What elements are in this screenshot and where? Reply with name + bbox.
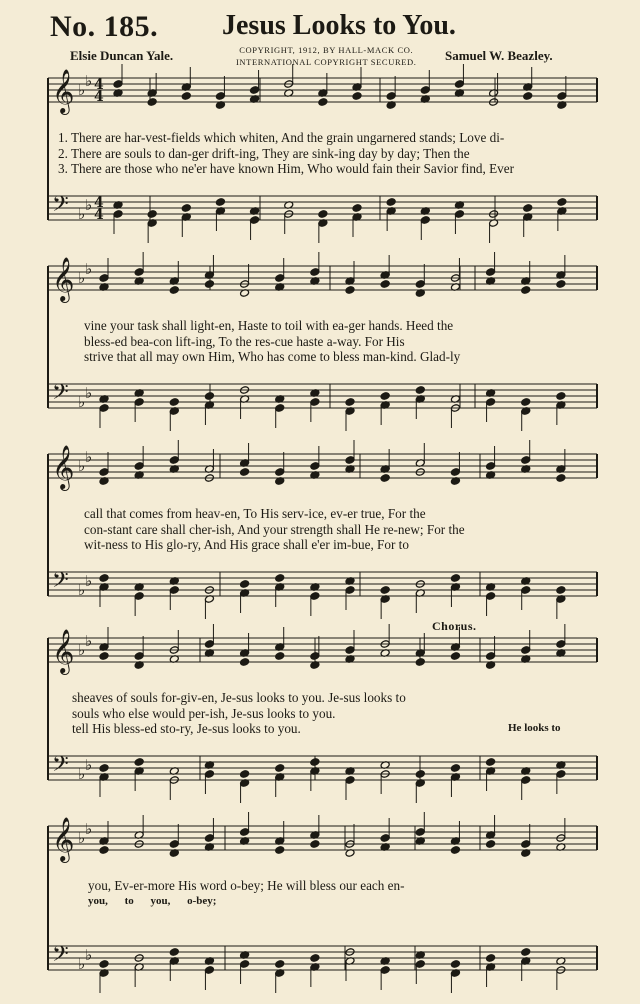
note-head xyxy=(415,658,425,667)
chorus-label: Chorus. xyxy=(432,619,477,633)
note-head xyxy=(310,954,320,963)
note-head xyxy=(556,640,566,649)
flat-sign: ♭ xyxy=(78,765,86,783)
note-head xyxy=(99,404,109,413)
note-head xyxy=(310,398,320,407)
note-head xyxy=(318,210,328,219)
note-head xyxy=(99,846,109,855)
note-head xyxy=(556,392,566,401)
lyric-line: call that comes from heav-en, To His serv-ice, ev-er true, For the xyxy=(84,506,426,521)
flat-sign: ♭ xyxy=(78,205,86,223)
note-head xyxy=(99,764,109,773)
note-head xyxy=(318,98,328,107)
note-head xyxy=(521,286,531,295)
bass-clef: 𝄢 xyxy=(52,380,69,410)
note-head xyxy=(352,204,362,213)
note-head xyxy=(450,764,460,773)
note-head xyxy=(169,948,179,957)
treble-clef: 𝄞 xyxy=(52,817,75,861)
note-head xyxy=(352,92,362,101)
note-head xyxy=(380,392,390,401)
lyric-line: tell His bless-ed sto-ry, Je-sus looks to you. xyxy=(72,721,301,736)
note-head xyxy=(486,954,496,963)
note-head xyxy=(275,274,285,283)
note-head xyxy=(556,280,566,289)
flat-sign: ♭ xyxy=(78,457,86,475)
note-head xyxy=(240,468,250,477)
composer-credit: Samuel W. Beazley. xyxy=(445,48,553,63)
lyric-line: 3. There are those who ne'er have known Him, Who would fain their Savior find, Ever xyxy=(58,161,514,176)
note-head xyxy=(134,268,144,277)
flat-sign: ♭ xyxy=(85,946,93,964)
note-head xyxy=(99,274,109,283)
note-head xyxy=(486,758,496,767)
lyric-line: con-stant care shall cher-ish, And your strength shall He re-new; For the xyxy=(84,522,465,537)
note-head xyxy=(113,80,123,89)
bass-clef: 𝄢 xyxy=(52,568,69,598)
note-head xyxy=(450,574,460,583)
copyright-line: COPYRIGHT, 1912, BY HALL-MACK CO. xyxy=(239,45,414,55)
note-head xyxy=(521,398,531,407)
note-head xyxy=(486,268,496,277)
lyric-line: strive that all may own Him, Who has come to bless man-kind. Glad-ly xyxy=(84,349,461,364)
flat-sign: ♭ xyxy=(78,393,86,411)
note-head xyxy=(204,280,214,289)
lyric-line: 2. There are souls to dan-ger drift-ing, They are sink-ing day by day; Then the xyxy=(58,146,470,161)
flat-sign: ♭ xyxy=(85,756,93,774)
note-head xyxy=(345,776,355,785)
note-head xyxy=(310,268,320,277)
note-head xyxy=(486,840,496,849)
flat-sign: ♭ xyxy=(78,641,86,659)
lyric-line: souls who else would per-ish, Je-sus looks to you. xyxy=(72,706,336,721)
flat-sign: ♭ xyxy=(85,196,93,214)
note-head xyxy=(310,462,320,471)
note-head xyxy=(523,204,533,213)
note-head xyxy=(275,574,285,583)
note-head xyxy=(486,462,496,471)
note-head xyxy=(204,966,214,975)
note-head xyxy=(134,462,144,471)
note-head xyxy=(99,652,109,661)
hymn-title: Jesus Looks to You. xyxy=(222,10,456,41)
bass-cue-text: you, to you, o-bey; xyxy=(88,895,217,907)
note-head xyxy=(275,652,285,661)
note-head xyxy=(204,640,214,649)
note-head xyxy=(557,92,567,101)
time-signature-digit: 4 xyxy=(94,207,104,223)
note-head xyxy=(345,456,355,465)
note-head xyxy=(310,840,320,849)
note-head xyxy=(450,468,460,477)
note-head xyxy=(521,586,531,595)
flat-sign: ♭ xyxy=(85,820,93,838)
lyric-line: wit-ness to His glo-ry, And His grace shall e'er im-bue, For to xyxy=(84,537,409,552)
note-head xyxy=(240,658,250,667)
note-head xyxy=(415,280,425,289)
copyright-line: INTERNATIONAL COPYRIGHT SECURED. xyxy=(236,57,417,67)
note-head xyxy=(215,92,225,101)
treble-clef: 𝄞 xyxy=(52,69,75,113)
note-head xyxy=(415,770,425,779)
lyricist-credit: Elsie Duncan Yale. xyxy=(70,48,174,63)
note-head xyxy=(181,92,191,101)
note-head xyxy=(240,960,250,969)
note-head xyxy=(240,580,250,589)
note-head xyxy=(415,828,425,837)
note-head xyxy=(275,960,285,969)
note-head xyxy=(521,456,531,465)
treble-clef: 𝄞 xyxy=(52,445,75,489)
note-head xyxy=(134,758,144,767)
lyric-line: 1. There are har-vest-fields which whiten, And the grain ungarnered stands; Love di- xyxy=(58,130,505,145)
note-head xyxy=(345,286,355,295)
note-head xyxy=(215,198,225,207)
note-head xyxy=(169,286,179,295)
note-head xyxy=(345,398,355,407)
bass-cue-text: He looks to xyxy=(508,722,561,734)
note-head xyxy=(380,280,390,289)
note-head xyxy=(450,846,460,855)
note-head xyxy=(99,960,109,969)
note-head xyxy=(310,592,320,601)
note-head xyxy=(380,586,390,595)
flat-sign: ♭ xyxy=(78,955,86,973)
note-head xyxy=(204,770,214,779)
treble-clef: 𝄞 xyxy=(52,629,75,673)
flat-sign: ♭ xyxy=(85,632,93,650)
note-head xyxy=(521,840,531,849)
note-head xyxy=(240,828,250,837)
note-head xyxy=(420,86,430,95)
note-head xyxy=(113,210,123,219)
bass-clef: 𝄢 xyxy=(52,192,69,222)
note-head xyxy=(204,392,214,401)
note-head xyxy=(310,758,320,767)
note-head xyxy=(240,770,250,779)
note-head xyxy=(556,770,566,779)
note-head xyxy=(310,652,320,661)
note-head xyxy=(521,776,531,785)
note-head xyxy=(486,592,496,601)
time-signature-digit: 4 xyxy=(94,89,104,105)
note-head xyxy=(169,398,179,407)
note-head xyxy=(134,592,144,601)
note-head xyxy=(557,198,567,207)
note-head xyxy=(169,456,179,465)
note-head xyxy=(275,468,285,477)
note-head xyxy=(380,474,390,483)
time-signature-digit: 4 xyxy=(94,77,104,93)
note-head xyxy=(181,204,191,213)
lyric-line: sheaves of souls for-giv-en, Je-sus looks to you. Je-sus looks to xyxy=(72,690,406,705)
note-head xyxy=(415,960,425,969)
bass-clef: 𝄢 xyxy=(52,752,69,782)
lyric-line: vine your task shall light-en, Haste to toil with ea-ger hands. Heed the xyxy=(84,318,454,333)
note-head xyxy=(134,652,144,661)
flat-sign: ♭ xyxy=(85,260,93,278)
flat-sign: ♭ xyxy=(85,72,93,90)
note-head xyxy=(386,92,396,101)
note-head xyxy=(450,652,460,661)
flat-sign: ♭ xyxy=(85,448,93,466)
note-head xyxy=(454,210,464,219)
lyric-line: you, Ev-er-more His word o-bey; He will bless our each en- xyxy=(88,878,405,893)
note-head xyxy=(147,98,157,107)
note-head xyxy=(486,398,496,407)
note-head xyxy=(169,840,179,849)
hymn-number: No. 185. xyxy=(50,10,159,43)
note-head xyxy=(556,586,566,595)
note-head xyxy=(275,846,285,855)
flat-sign: ♭ xyxy=(78,829,86,847)
note-head xyxy=(250,216,260,225)
flat-sign: ♭ xyxy=(85,572,93,590)
flat-sign: ♭ xyxy=(78,269,86,287)
note-head xyxy=(521,948,531,957)
time-signature-digit: 4 xyxy=(94,195,104,211)
note-head xyxy=(147,210,157,219)
note-head xyxy=(169,586,179,595)
note-head xyxy=(415,386,425,395)
note-head xyxy=(450,960,460,969)
flat-sign: ♭ xyxy=(85,384,93,402)
note-head xyxy=(134,398,144,407)
note-head xyxy=(250,86,260,95)
note-head xyxy=(486,652,496,661)
note-head xyxy=(275,764,285,773)
note-head xyxy=(454,80,464,89)
note-head xyxy=(345,646,355,655)
note-head xyxy=(521,646,531,655)
lyric-line: bless-ed bea-con lift-ing, To the res-cue haste a-way. For His xyxy=(84,334,405,349)
flat-sign: ♭ xyxy=(78,81,86,99)
note-head xyxy=(275,404,285,413)
note-head xyxy=(556,474,566,483)
note-head xyxy=(380,834,390,843)
note-head xyxy=(99,574,109,583)
bass-clef: 𝄢 xyxy=(52,942,69,972)
note-head xyxy=(523,92,533,101)
treble-clef: 𝄞 xyxy=(52,257,75,301)
note-head xyxy=(386,198,396,207)
note-head xyxy=(204,834,214,843)
note-head xyxy=(99,468,109,477)
flat-sign: ♭ xyxy=(78,581,86,599)
note-head xyxy=(420,216,430,225)
note-head xyxy=(380,966,390,975)
note-head xyxy=(345,586,355,595)
